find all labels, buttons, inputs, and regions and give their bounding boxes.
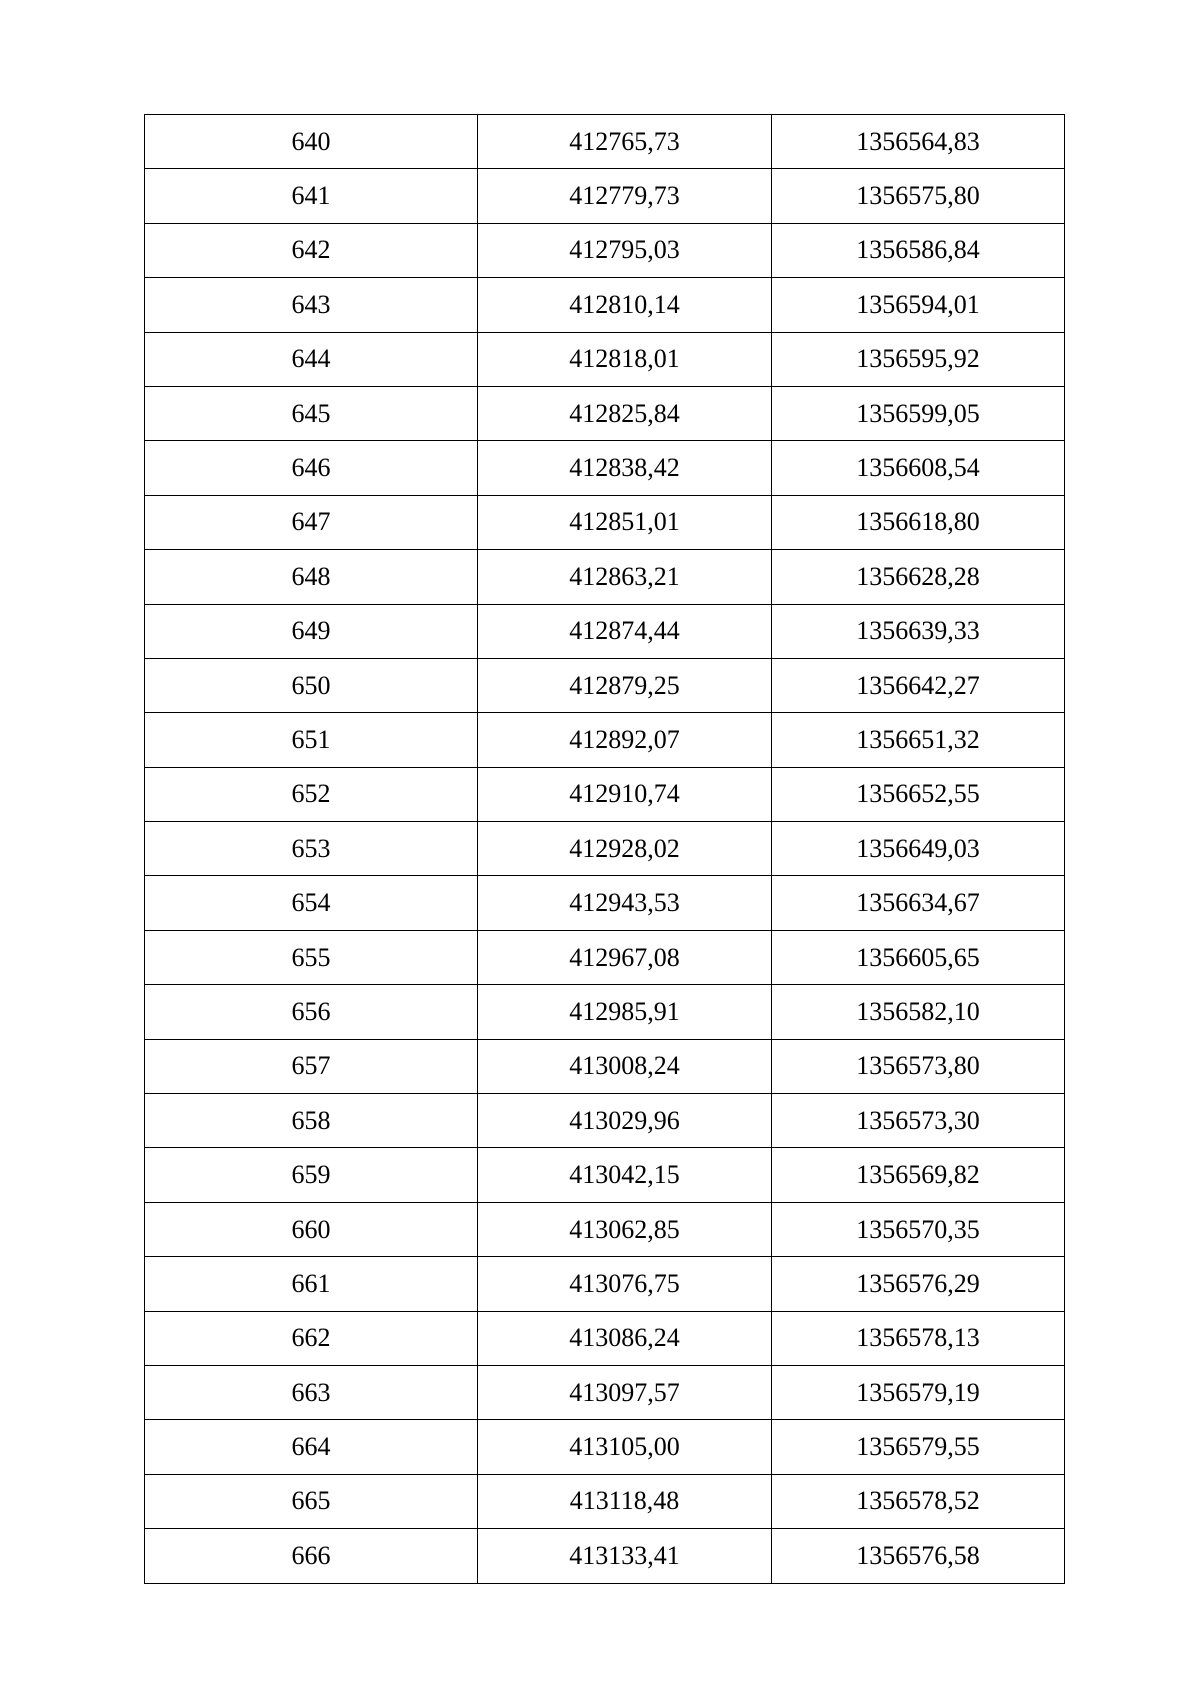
y-coordinate-cell: 1356628,28 [772, 550, 1065, 604]
x-coordinate-cell: 412967,08 [478, 930, 772, 984]
y-coordinate-cell: 1356618,80 [772, 495, 1065, 549]
point-number-cell: 663 [145, 1365, 478, 1419]
x-coordinate-cell: 413118,48 [478, 1474, 772, 1528]
point-number-cell: 650 [145, 658, 478, 712]
table-row [145, 876, 1065, 930]
x-coordinate-cell: 412851,01 [478, 495, 772, 549]
x-coordinate-cell: 413105,00 [478, 1420, 772, 1474]
table-row [145, 1474, 1065, 1528]
y-coordinate-cell: 1356579,19 [772, 1365, 1065, 1419]
point-number-cell: 643 [145, 278, 478, 332]
x-coordinate-cell: 412863,21 [478, 550, 772, 604]
y-coordinate-cell: 1356573,80 [772, 1039, 1065, 1093]
y-coordinate-cell: 1356605,65 [772, 930, 1065, 984]
x-coordinate-cell: 413086,24 [478, 1311, 772, 1365]
x-coordinate-cell: 412910,74 [478, 767, 772, 821]
table-row [145, 985, 1065, 1039]
point-number-cell: 648 [145, 550, 478, 604]
table-row [145, 713, 1065, 767]
table-row [145, 1365, 1065, 1419]
point-number-cell: 661 [145, 1257, 478, 1311]
point-number-cell: 645 [145, 386, 478, 440]
x-coordinate-cell: 413076,75 [478, 1257, 772, 1311]
y-coordinate-cell: 1356651,32 [772, 713, 1065, 767]
table-row [145, 1311, 1065, 1365]
y-coordinate-cell: 1356569,82 [772, 1148, 1065, 1202]
table-row [145, 278, 1065, 332]
x-coordinate-cell: 412810,14 [478, 278, 772, 332]
table-row [145, 332, 1065, 386]
y-coordinate-cell: 1356570,35 [772, 1202, 1065, 1256]
table-row [145, 1257, 1065, 1311]
x-coordinate-cell: 412818,01 [478, 332, 772, 386]
point-number-cell: 665 [145, 1474, 478, 1528]
x-coordinate-cell: 413062,85 [478, 1202, 772, 1256]
y-coordinate-cell: 1356642,27 [772, 658, 1065, 712]
point-number-cell: 640 [145, 115, 478, 169]
point-number-cell: 657 [145, 1039, 478, 1093]
x-coordinate-cell: 412838,42 [478, 441, 772, 495]
x-coordinate-cell: 412928,02 [478, 822, 772, 876]
point-number-cell: 644 [145, 332, 478, 386]
y-coordinate-cell: 1356578,13 [772, 1311, 1065, 1365]
table-row [145, 767, 1065, 821]
table-row [145, 1529, 1065, 1583]
table-row [145, 1094, 1065, 1148]
coordinates-table-body [145, 115, 1065, 1584]
table-row [145, 550, 1065, 604]
y-coordinate-cell: 1356586,84 [772, 223, 1065, 277]
x-coordinate-cell: 413042,15 [478, 1148, 772, 1202]
x-coordinate-cell: 412825,84 [478, 386, 772, 440]
table-row [145, 930, 1065, 984]
table-row [145, 1202, 1065, 1256]
table-row [145, 658, 1065, 712]
x-coordinate-cell: 412795,03 [478, 223, 772, 277]
point-number-cell: 655 [145, 930, 478, 984]
x-coordinate-cell: 412765,73 [478, 115, 772, 169]
x-coordinate-cell: 412892,07 [478, 713, 772, 767]
y-coordinate-cell: 1356582,10 [772, 985, 1065, 1039]
x-coordinate-cell: 413008,24 [478, 1039, 772, 1093]
coordinates-table [144, 114, 1065, 1584]
x-coordinate-cell: 413097,57 [478, 1365, 772, 1419]
point-number-cell: 660 [145, 1202, 478, 1256]
y-coordinate-cell: 1356579,55 [772, 1420, 1065, 1474]
table-row [145, 1420, 1065, 1474]
table-row [145, 1039, 1065, 1093]
x-coordinate-cell: 412874,44 [478, 604, 772, 658]
table-row [145, 169, 1065, 223]
point-number-cell: 662 [145, 1311, 478, 1365]
y-coordinate-cell: 1356594,01 [772, 278, 1065, 332]
y-coordinate-cell: 1356634,67 [772, 876, 1065, 930]
x-coordinate-cell: 413133,41 [478, 1529, 772, 1583]
y-coordinate-cell: 1356575,80 [772, 169, 1065, 223]
point-number-cell: 646 [145, 441, 478, 495]
point-number-cell: 641 [145, 169, 478, 223]
y-coordinate-cell: 1356573,30 [772, 1094, 1065, 1148]
y-coordinate-cell: 1356576,58 [772, 1529, 1065, 1583]
point-number-cell: 659 [145, 1148, 478, 1202]
table-row [145, 223, 1065, 277]
y-coordinate-cell: 1356599,05 [772, 386, 1065, 440]
y-coordinate-cell: 1356649,03 [772, 822, 1065, 876]
x-coordinate-cell: 413029,96 [478, 1094, 772, 1148]
y-coordinate-cell: 1356576,29 [772, 1257, 1065, 1311]
y-coordinate-cell: 1356564,83 [772, 115, 1065, 169]
point-number-cell: 649 [145, 604, 478, 658]
point-number-cell: 652 [145, 767, 478, 821]
table-row [145, 495, 1065, 549]
y-coordinate-cell: 1356595,92 [772, 332, 1065, 386]
x-coordinate-cell: 412943,53 [478, 876, 772, 930]
x-coordinate-cell: 412879,25 [478, 658, 772, 712]
table-row [145, 604, 1065, 658]
y-coordinate-cell: 1356608,54 [772, 441, 1065, 495]
point-number-cell: 654 [145, 876, 478, 930]
table-row [145, 386, 1065, 440]
table-row [145, 441, 1065, 495]
point-number-cell: 647 [145, 495, 478, 549]
point-number-cell: 656 [145, 985, 478, 1039]
point-number-cell: 651 [145, 713, 478, 767]
point-number-cell: 658 [145, 1094, 478, 1148]
table-row [145, 115, 1065, 169]
x-coordinate-cell: 412779,73 [478, 169, 772, 223]
table-row [145, 822, 1065, 876]
x-coordinate-cell: 412985,91 [478, 985, 772, 1039]
point-number-cell: 642 [145, 223, 478, 277]
point-number-cell: 653 [145, 822, 478, 876]
point-number-cell: 666 [145, 1529, 478, 1583]
table-row [145, 1148, 1065, 1202]
y-coordinate-cell: 1356639,33 [772, 604, 1065, 658]
point-number-cell: 664 [145, 1420, 478, 1474]
y-coordinate-cell: 1356652,55 [772, 767, 1065, 821]
y-coordinate-cell: 1356578,52 [772, 1474, 1065, 1528]
